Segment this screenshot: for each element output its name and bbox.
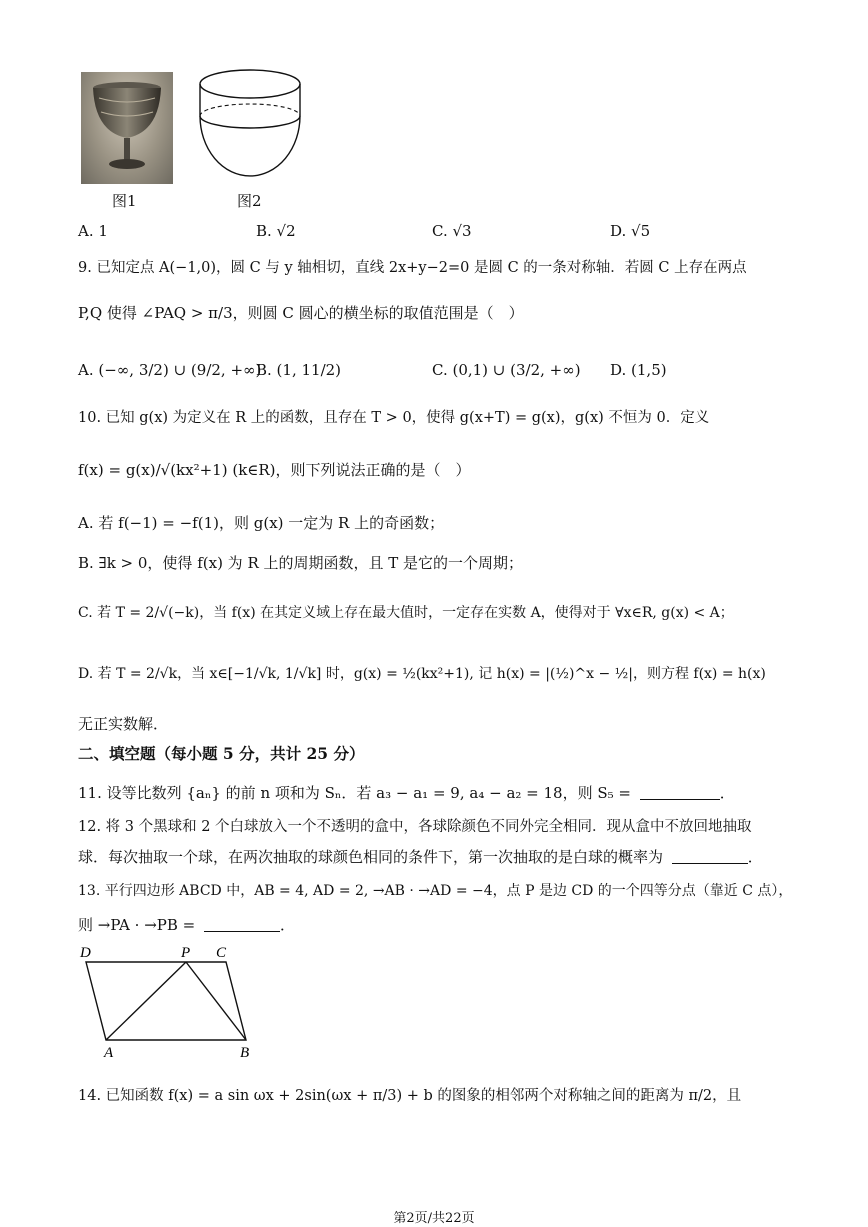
q9-option-c: C. (0,1) ∪ (3/2, +∞) [432, 361, 581, 379]
q13-text: 则 →PA · →PB = [78, 916, 196, 934]
q10-option-b: B. ∃k > 0，使得 f(x) 为 R 上的周期函数，且 T 是它的一个周期； [78, 554, 524, 572]
q12-text: 球．每次抽取一个球，在两次抽取的球颜色相同的条件下，第一次抽取的是白球的概率为 [78, 848, 664, 866]
q10-option-d-continued: 无正实数解． [78, 715, 169, 733]
q9-option-d: D. (1,5) [610, 361, 667, 379]
figure2-bowl-diagram [194, 64, 306, 182]
segment-pa [106, 962, 186, 1040]
cup-photo-illustration [81, 72, 173, 184]
label-d: D [80, 945, 91, 961]
figure1-photo [81, 72, 173, 184]
q9-option-b: B. (1, 11/2) [256, 361, 342, 379]
label-a: A [104, 1045, 114, 1061]
q11-answer-blank [640, 785, 720, 800]
parallelogram-diagram [76, 940, 266, 1064]
q13-stem-line1: 13. 平行四边形 ABCD 中，AB = 4, AD = 2, →AB · →AD = −4，点 P 是边 CD 的一个四等分点（靠近 C 点）， [78, 883, 793, 899]
q13-answer-blank [204, 917, 280, 932]
q8-option-c: C. √3 [432, 222, 472, 240]
figure1-caption: 图1 [112, 192, 137, 210]
label-c: C [216, 945, 227, 961]
label-b: B [240, 1045, 250, 1061]
segment-pb [186, 962, 246, 1040]
q10-option-d: D. 若 T = 2/√k，当 x∈[−1/√k, 1/√k] 时，g(x) = ½(kx²+1), 记 h(x) = |(½)^x − ½|，则方程 f(x) = h(x) [78, 666, 766, 682]
label-p: P [181, 945, 191, 961]
q10-stem-line1: 10. 已知 g(x) 为定义在 R 上的函数，且存在 T > 0，使得 g(x+T) = g(x)，g(x) 不恒为 0．定义 [78, 410, 710, 426]
q13-stem-line2: 则 →PA · →PB = ． [78, 916, 296, 934]
parallelogram-outline [86, 962, 246, 1040]
page-number: 第2页/共22页 [393, 1211, 475, 1226]
q10-stem-line2: f(x) = g(x)/√(kx²+1) (k∈R)，则下列说法正确的是（ ） [78, 461, 471, 479]
q14-stem: 14. 已知函数 f(x) = a sin ωx + 2sin(ωx + π/3) + b 的图象的相邻两个对称轴之间的距离为 π/2，且 [78, 1088, 742, 1104]
q12-answer-blank [672, 849, 748, 864]
q8-option-d: D. √5 [610, 222, 651, 240]
q11-stem: 11. 设等比数列 {aₙ} 的前 n 项和为 Sₙ．若 a₃ − a₁ = 9, a₄ − a₂ = 18，则 S₅ = ． [78, 784, 735, 802]
q8-option-a: A. 1 [78, 222, 108, 240]
q8-option-b: B. √2 [256, 222, 296, 240]
q9-stem-line2: P,Q 使得 ∠PAQ > π/3，则圆 C 圆心的横坐标的取值范围是（ ） [78, 304, 524, 322]
q12-stem-line2: 球．每次抽取一个球，在两次抽取的球颜色相同的条件下，第一次抽取的是白球的概率为 ． [78, 848, 763, 866]
q10-option-a: A. 若 f(−1) = −f(1)，则 g(x) 一定为 R 上的奇函数； [78, 514, 445, 532]
q12-stem-line1: 12. 将 3 个黑球和 2 个白球放入一个不透明的盒中，各球除颜色不同外完全相同．现从盒中不放回地抽取 [78, 819, 752, 835]
q11-text: 11. 设等比数列 {aₙ} 的前 n 项和为 Sₙ．若 a₃ − a₁ = 9, a₄ − a₂ = 18，则 S₅ = [78, 784, 631, 802]
q9-stem-line1: 9. 已知定点 A(−1,0)，圆 C 与 y 轴相切，直线 2x+y−2=0 是圆 C 的一条对称轴．若圆 C 上存在两点 [78, 260, 747, 276]
section-title: 二、填空题（每小题 5 分，共计 25 分） [78, 744, 365, 763]
q9-option-a: A. (−∞, 3/2) ∪ (9/2, +∞) [78, 361, 262, 379]
q10-option-c: C. 若 T = 2/√(−k)，当 f(x) 在其定义域上存在最大值时，一定存在实数 A，使得对于 ∀x∈R, g(x) < A； [78, 605, 734, 621]
figure2-caption: 图2 [237, 192, 262, 210]
